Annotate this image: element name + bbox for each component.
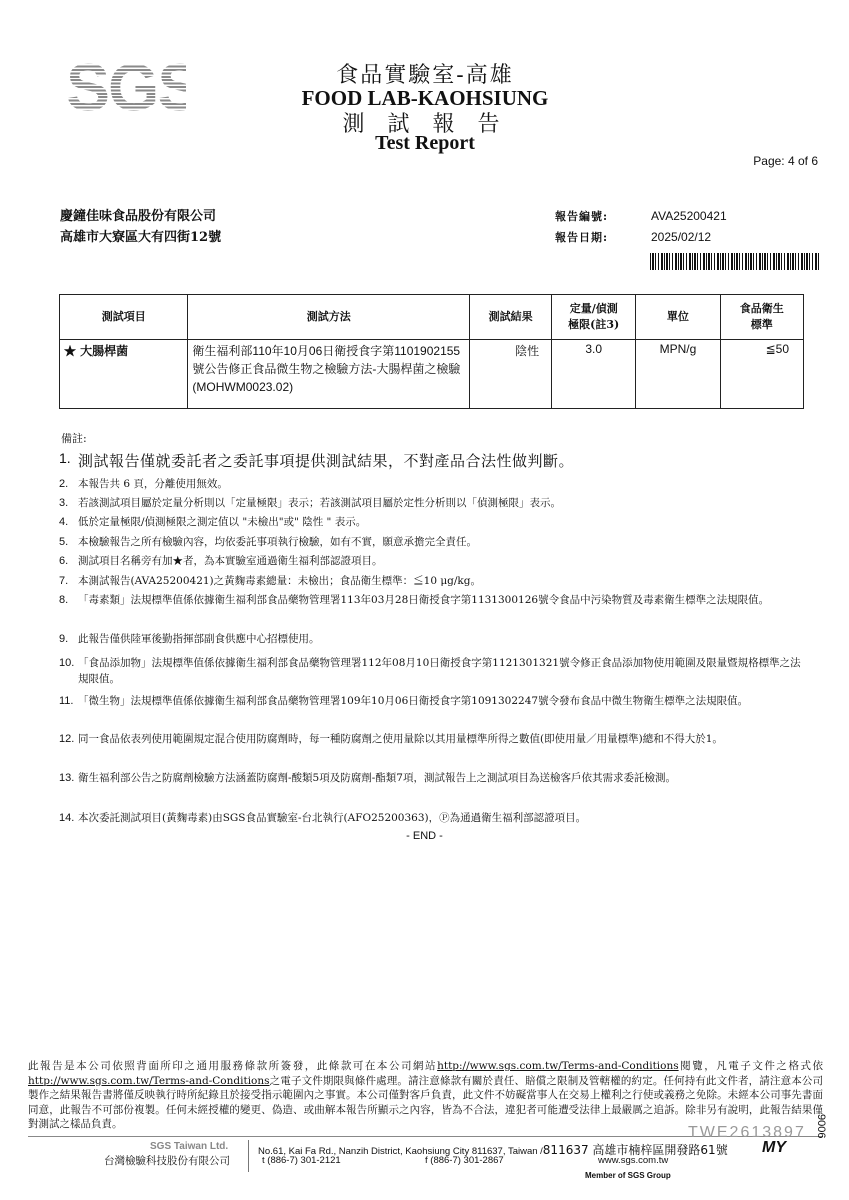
- terms-link-2[interactable]: http://www.sgs.com.tw/Terms-and-Conditions: [28, 1074, 270, 1087]
- report-title-zh: 測 試 報 告: [342, 112, 508, 137]
- customer-name: 慶鐘佳味食品股份有限公司: [60, 209, 217, 224]
- lab-name-en: FOOD LAB-KAOHSIUNG: [301, 86, 549, 110]
- note-number: 8.: [59, 594, 69, 606]
- remark-note-7: [59, 573, 809, 589]
- header-limit: [552, 295, 636, 340]
- remark-note-13: [59, 770, 809, 786]
- remark-note-3: [59, 495, 809, 511]
- note-text: 若該測試項目屬於定量分析則以「定量極限」表示；若該測試項目屬於定性分析則以「偵測極限」表示。: [78, 497, 561, 509]
- note-text: 本測試報告(AVA25200421)之黃麴毒素總量：未檢出；食品衛生標準：≦10 μg/kg。: [78, 575, 482, 587]
- note-text: 「微生物」法規標準值係依據衛生福利部食品藥物管理署109年10月06日衛授食字第1091302247號令發布食品中微生物衛生標準之法規限值。: [78, 695, 749, 707]
- note-text: 「食品添加物」法規標準值係依據衛生福利部食品藥物管理署112年08月10日衛授食字第1121301321號令修正食品添加物使用範圍及限量暨規格標準之法規限值。: [78, 657, 801, 685]
- sgs-logo: SGS: [66, 50, 200, 124]
- side-code: 9006: [815, 1114, 827, 1139]
- remark-note-5: [59, 534, 809, 550]
- company-phone: t (886-7) 301-2121: [262, 1155, 341, 1166]
- note-text: 此報告僅供陸軍後勤指揮部副食供應中心招標使用。: [78, 633, 320, 645]
- note-number: 11.: [59, 695, 74, 707]
- results-table: [59, 294, 804, 409]
- company-name-en: SGS Taiwan Ltd.: [150, 1141, 229, 1152]
- header-standard-line2: 標準: [750, 318, 773, 331]
- report-meta: [555, 206, 727, 248]
- cell-result: 陰性: [470, 340, 552, 409]
- remark-note-9: [59, 631, 809, 647]
- note-number: 14.: [59, 812, 75, 824]
- header-standard: [720, 295, 803, 340]
- company-website: www.sgs.com.tw: [598, 1155, 669, 1166]
- remark-note-1: [59, 450, 809, 472]
- remark-note-6: [59, 553, 809, 569]
- member-of-sgs: Member of SGS Group: [585, 1171, 671, 1180]
- page-number: Page: 4 of 6: [753, 154, 818, 168]
- remark-note-4: [59, 514, 809, 530]
- header-result: 測試結果: [470, 295, 552, 340]
- remark-note-14: [59, 810, 809, 826]
- customer-block: [60, 206, 221, 248]
- remark-note-2: [59, 476, 809, 492]
- note-text: 低於定量極限/偵測極限之測定值以 "未檢出"或" 陰性 " 表示。: [78, 516, 367, 528]
- header-limit-line1: 定量/偵測: [569, 302, 618, 315]
- note-number: 7.: [59, 575, 69, 587]
- disclaimer-part-1: 此報告是本公司依照背面所印之通用服務條款所簽發，此條款可在本公司網站: [28, 1060, 438, 1072]
- terms-link-1[interactable]: http://www.sgs.com.tw/Terms-and-Conditions: [437, 1060, 679, 1072]
- report-title-en: Test Report: [375, 132, 475, 154]
- note-number: 12.: [59, 733, 75, 745]
- header-method: 測試方法: [188, 295, 470, 340]
- report-date-label: 報告日期:: [555, 231, 609, 244]
- note-number: 1.: [59, 450, 71, 466]
- footer-separator: [248, 1140, 249, 1172]
- note-text: 同一食品依表列使用範圍規定混合使用防腐劑時，每一種防腐劑之使用量除以其用量標準所得之數值(即使用量／用量標準)總和不得大於1。: [78, 733, 723, 745]
- table-row: [60, 340, 804, 409]
- end-marker: - END -: [406, 830, 443, 842]
- note-text: 「毒素類」法規標準值係依據衛生福利部食品藥物管理署113年03月28日衛授食字第1131300126號令食品中污染物質及毒素衛生標準之法規限值。: [78, 594, 770, 606]
- remarks-title: 備註:: [61, 432, 87, 445]
- note-number: 6.: [59, 555, 69, 567]
- note-text: 測試報告僅就委託者之委託事項提供測試結果，不對產品合法性做判斷。: [78, 452, 575, 470]
- lab-name-zh: 食品實驗室-高雄: [336, 63, 514, 88]
- header-item: 測試項目: [60, 295, 188, 340]
- cell-limit: 3.0: [552, 340, 636, 409]
- customer-address: 高雄市大寮區大有四街12號: [60, 230, 222, 245]
- note-number: 13.: [59, 772, 75, 784]
- address-en: No.61, Kai Fa Rd., Nanzih District, Kaohsiung City 811637, Taiwan /: [258, 1146, 543, 1157]
- company-fax: f (886-7) 301-2867: [425, 1155, 504, 1166]
- remark-note-8: [59, 592, 809, 608]
- note-number: 4.: [59, 516, 69, 528]
- disclaimer: [28, 1059, 823, 1132]
- remark-note-11: [59, 693, 809, 709]
- serial-number: TWE2613897: [688, 1124, 806, 1141]
- table-header-row: [60, 295, 804, 340]
- report-number: AVA25200421: [651, 209, 727, 223]
- company-name-zh: 台灣檢驗科技股份有限公司: [104, 1155, 230, 1167]
- cell-standard: ≦50: [720, 340, 803, 409]
- header-limit-line2: 極限(註3): [568, 318, 620, 331]
- note-text: 本檢驗報告之所有檢驗內容，均依委託事項執行檢驗，如有不實，願意承擔完全責任。: [78, 536, 477, 548]
- header-standard-line1: 食品衛生: [739, 302, 784, 315]
- disclaimer-part-3: 之電子文件期限與條件處理。請注意條款有關於責任、賠償之限制及管轄權的約定。任何持有此文件者，請注意本公司製作之結果報告書將僅反映執行時所紀錄且於接受指示範圍內之事實。本公司僅對客戶負責，此文件不妨礙當事人在交易上權利之行使或義務之免除。未經本公司事先書面同意，此報告不可部份複製。任何未經授權的變更、偽造、或曲解本報告所顯示之內容，皆為不合法，違犯者可能遭受法律上最嚴厲之追訴。除非另有說明，此報告結果僅對測試之樣品負責。: [28, 1074, 823, 1130]
- cell-method: 衛生福利部110年10月06日衛授食字第1101902155號公告修正食品微生物之檢驗方法-大腸桿菌之檢驗(MOHWM0023.02): [188, 340, 470, 409]
- note-text: 本次委託測試項目(黃麴毒素)由SGS食品實驗室-台北執行(AFO25200363)，Ⓟ為通過衛生福利部認證項目。: [78, 812, 587, 824]
- handwritten-initials: MY: [762, 1139, 786, 1156]
- note-text: 測試項目名稱旁有加★者，為本實驗室通過衛生福利部認證項目。: [78, 555, 383, 567]
- remark-note-10: [59, 655, 809, 687]
- disclaimer-part-2: 閱覽，凡電子文件之格式依: [678, 1060, 824, 1072]
- remark-note-12: [59, 731, 809, 747]
- note-number: 9.: [59, 633, 69, 645]
- note-text: 本報告共 6 頁，分離使用無效。: [78, 478, 228, 490]
- cell-item: ★ 大腸桿菌: [60, 340, 188, 409]
- note-number: 2.: [59, 478, 69, 490]
- report-date: 2025/02/12: [651, 230, 712, 244]
- header-unit: 單位: [636, 295, 720, 340]
- address-zh: 811637 高雄市楠梓區開發路61號: [542, 1143, 728, 1157]
- cell-unit: MPN/g: [636, 340, 720, 409]
- barcode-image: [650, 253, 820, 270]
- report-number-label: 報告編號:: [555, 210, 609, 223]
- note-number: 5.: [59, 536, 69, 548]
- note-number: 10.: [59, 657, 75, 669]
- note-text: 衛生福利部公告之防腐劑檢驗方法涵蓋防腐劑-酸類5項及防腐劑-酯類7項，測試報告上之測試項目為送檢客戶依其需求委託檢測。: [78, 772, 676, 784]
- note-number: 3.: [59, 497, 69, 509]
